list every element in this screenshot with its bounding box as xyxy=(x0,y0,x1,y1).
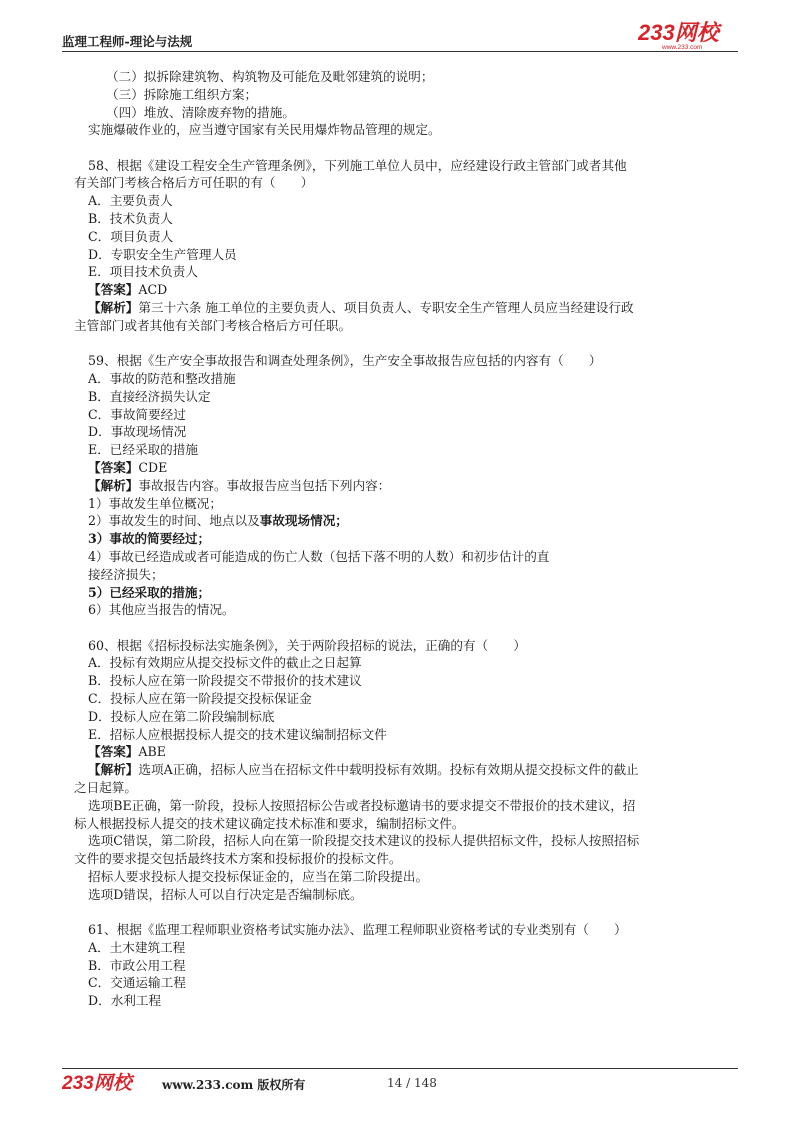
list-item: 6）其他应当报告的情况。 xyxy=(88,602,235,618)
analysis-text: 选项BE正确，第一阶段，投标人按照招标公告或者投标邀请书的要求提交不带报价的技术建议，招 xyxy=(88,797,636,813)
answer-value: ACD xyxy=(138,282,168,298)
text-line: （三）拆除施工组织方案； xyxy=(106,86,258,102)
answer-label: 【答案】 xyxy=(88,744,139,760)
text-line: （四）堆放、清除废弃物的措施。 xyxy=(106,104,295,120)
brand-logo-text: 233网校 xyxy=(638,20,719,45)
option: B．技术负责人 xyxy=(88,211,173,227)
answer-label: 【答案】 xyxy=(88,282,139,298)
question-stem: 58、根据《建设工程安全生产管理条例》，下列施工单位人员中，应经建设行政主管部门或者其他 xyxy=(88,157,627,173)
option: D．专职安全生产管理人员 xyxy=(88,246,237,262)
header-divider xyxy=(62,51,738,52)
page-header xyxy=(62,20,738,52)
analysis-line xyxy=(88,761,738,779)
option: C．项目负责人 xyxy=(88,228,174,244)
header-title: 监理工程师-理论与法规 xyxy=(62,34,193,49)
analysis-text: 文件的要求提交包括最终技术方案和投标报价的投标文件。 xyxy=(74,851,402,867)
text-line: （二）拟拆除建筑物、构筑物及可能危及毗邻建筑的说明； xyxy=(106,69,434,84)
answer-value: ABE xyxy=(138,744,166,760)
option: B．直接经济损失认定 xyxy=(88,388,211,404)
list-item: 1）事故发生单位概况； xyxy=(88,495,222,511)
option: A．投标有效期应从提交投标文件的截止之日起算 xyxy=(88,655,362,671)
question-stem: 有关部门考核合格后方可任职的有（ ） xyxy=(74,175,314,191)
analysis-text: 之日起算。 xyxy=(74,779,137,795)
text-line: 实施爆破作业的，应当遵守国家有关民用爆炸物品管理的规定。 xyxy=(88,122,441,138)
option: D．投标人应在第二阶段编制标底 xyxy=(88,708,275,724)
question-stem: 61、根据《监理工程师职业资格考试实施办法》、监理工程师职业资格考试的专业类别有（ ） xyxy=(88,922,627,938)
option: E．已经采取的措施 xyxy=(88,442,198,458)
option: A．土木建筑工程 xyxy=(88,939,186,955)
footer-site[interactable]: www.233.com 版权所有 xyxy=(162,1078,306,1092)
list-item: 4）事故已经造成或者可能造成的伤亡人数（包括下落不明的人数）和初步估计的直 xyxy=(88,548,550,564)
answer-value: CDE xyxy=(138,459,168,475)
analysis-line xyxy=(88,299,738,317)
footer-logo[interactable] xyxy=(62,1070,150,1094)
analysis-text: 招标人要求投标人提交投标保证金的，应当在第二阶段提出。 xyxy=(88,868,429,884)
analysis-text: 主管部门或者其他有关部门考核合格后方可任职。 xyxy=(74,317,352,333)
option: C．投标人应在第一阶段提交投标保证金 xyxy=(88,691,312,706)
analysis-text: 第三十六条 施工单位的主要负责人、项目负责人、专职安全生产管理人员应当经建设行政 xyxy=(138,300,634,316)
footer-logo-text: 233网校 xyxy=(62,1073,132,1094)
analysis-text: 标人根据投标人提交的技术建议确定技术标准和要求，编制招标文件。 xyxy=(74,815,465,831)
analysis-text: 选项A正确，招标人应当在招标文件中载明投标有效期。投标有效期从提交投标文件的截止 xyxy=(138,762,639,778)
list-item: 接经济损失； xyxy=(88,566,164,582)
option: B．投标人应在第一阶段提交不带报价的技术建议 xyxy=(88,673,362,689)
question-59 xyxy=(88,352,738,619)
page-number: 14 / 148 xyxy=(387,1076,437,1090)
list-item: 5）已经采取的措施； xyxy=(88,584,211,600)
option: E．项目技术负责人 xyxy=(88,264,198,280)
option: B．市政公用工程 xyxy=(88,957,186,973)
question-stem: 60、根据《招标投标法实施条例》，关于两阶段招标的说法，正确的有（ ） xyxy=(88,637,526,653)
option: C．事故简要经过 xyxy=(88,406,186,422)
question-58 xyxy=(74,157,738,335)
option: D．水利工程 xyxy=(88,993,162,1009)
option: E．招标人应根据投标人提交的技术建议编制招标文件 xyxy=(88,726,387,742)
option: A．事故的防范和整改措施 xyxy=(88,370,236,386)
question-60 xyxy=(74,637,738,904)
brand-logo[interactable] xyxy=(638,20,738,50)
page-footer xyxy=(62,1070,738,1094)
answer-label: 【答案】 xyxy=(88,459,139,475)
analysis-label: 【解析】 xyxy=(88,762,139,778)
analysis-line xyxy=(88,477,738,495)
option: A．主要负责人 xyxy=(88,193,173,209)
document-body xyxy=(74,68,738,1010)
analysis-text: 选项D错误，招标人可以自行决定是否编制标底。 xyxy=(88,886,363,902)
list-item: 2）事故发生的时间、地点以及事故现场情况； xyxy=(88,513,348,529)
analysis-label: 【解析】 xyxy=(88,300,139,316)
brand-logo-sub: www.233.com xyxy=(662,44,703,50)
option: D．事故现场情况 xyxy=(88,424,187,440)
analysis-label: 【解析】 xyxy=(88,477,139,493)
question-stem: 59、根据《生产安全事故报告和调查处理条例》，生产安全事故报告应包括的内容有（ ） xyxy=(88,353,602,369)
answer-line xyxy=(88,743,738,761)
footer-divider xyxy=(62,1068,738,1069)
list-item: 3）事故的简要经过； xyxy=(88,531,211,547)
option: C．交通运输工程 xyxy=(88,975,186,991)
answer-line xyxy=(88,459,738,477)
analysis-text: 事故报告内容。事故报告应当包括下列内容： xyxy=(138,477,391,493)
answer-line xyxy=(88,281,738,299)
question-61 xyxy=(88,921,738,1010)
analysis-text: 选项C错误，第二阶段，招标人向在第一阶段提交技术建议的投标人提供招标文件，投标人按照招标 xyxy=(88,833,640,849)
